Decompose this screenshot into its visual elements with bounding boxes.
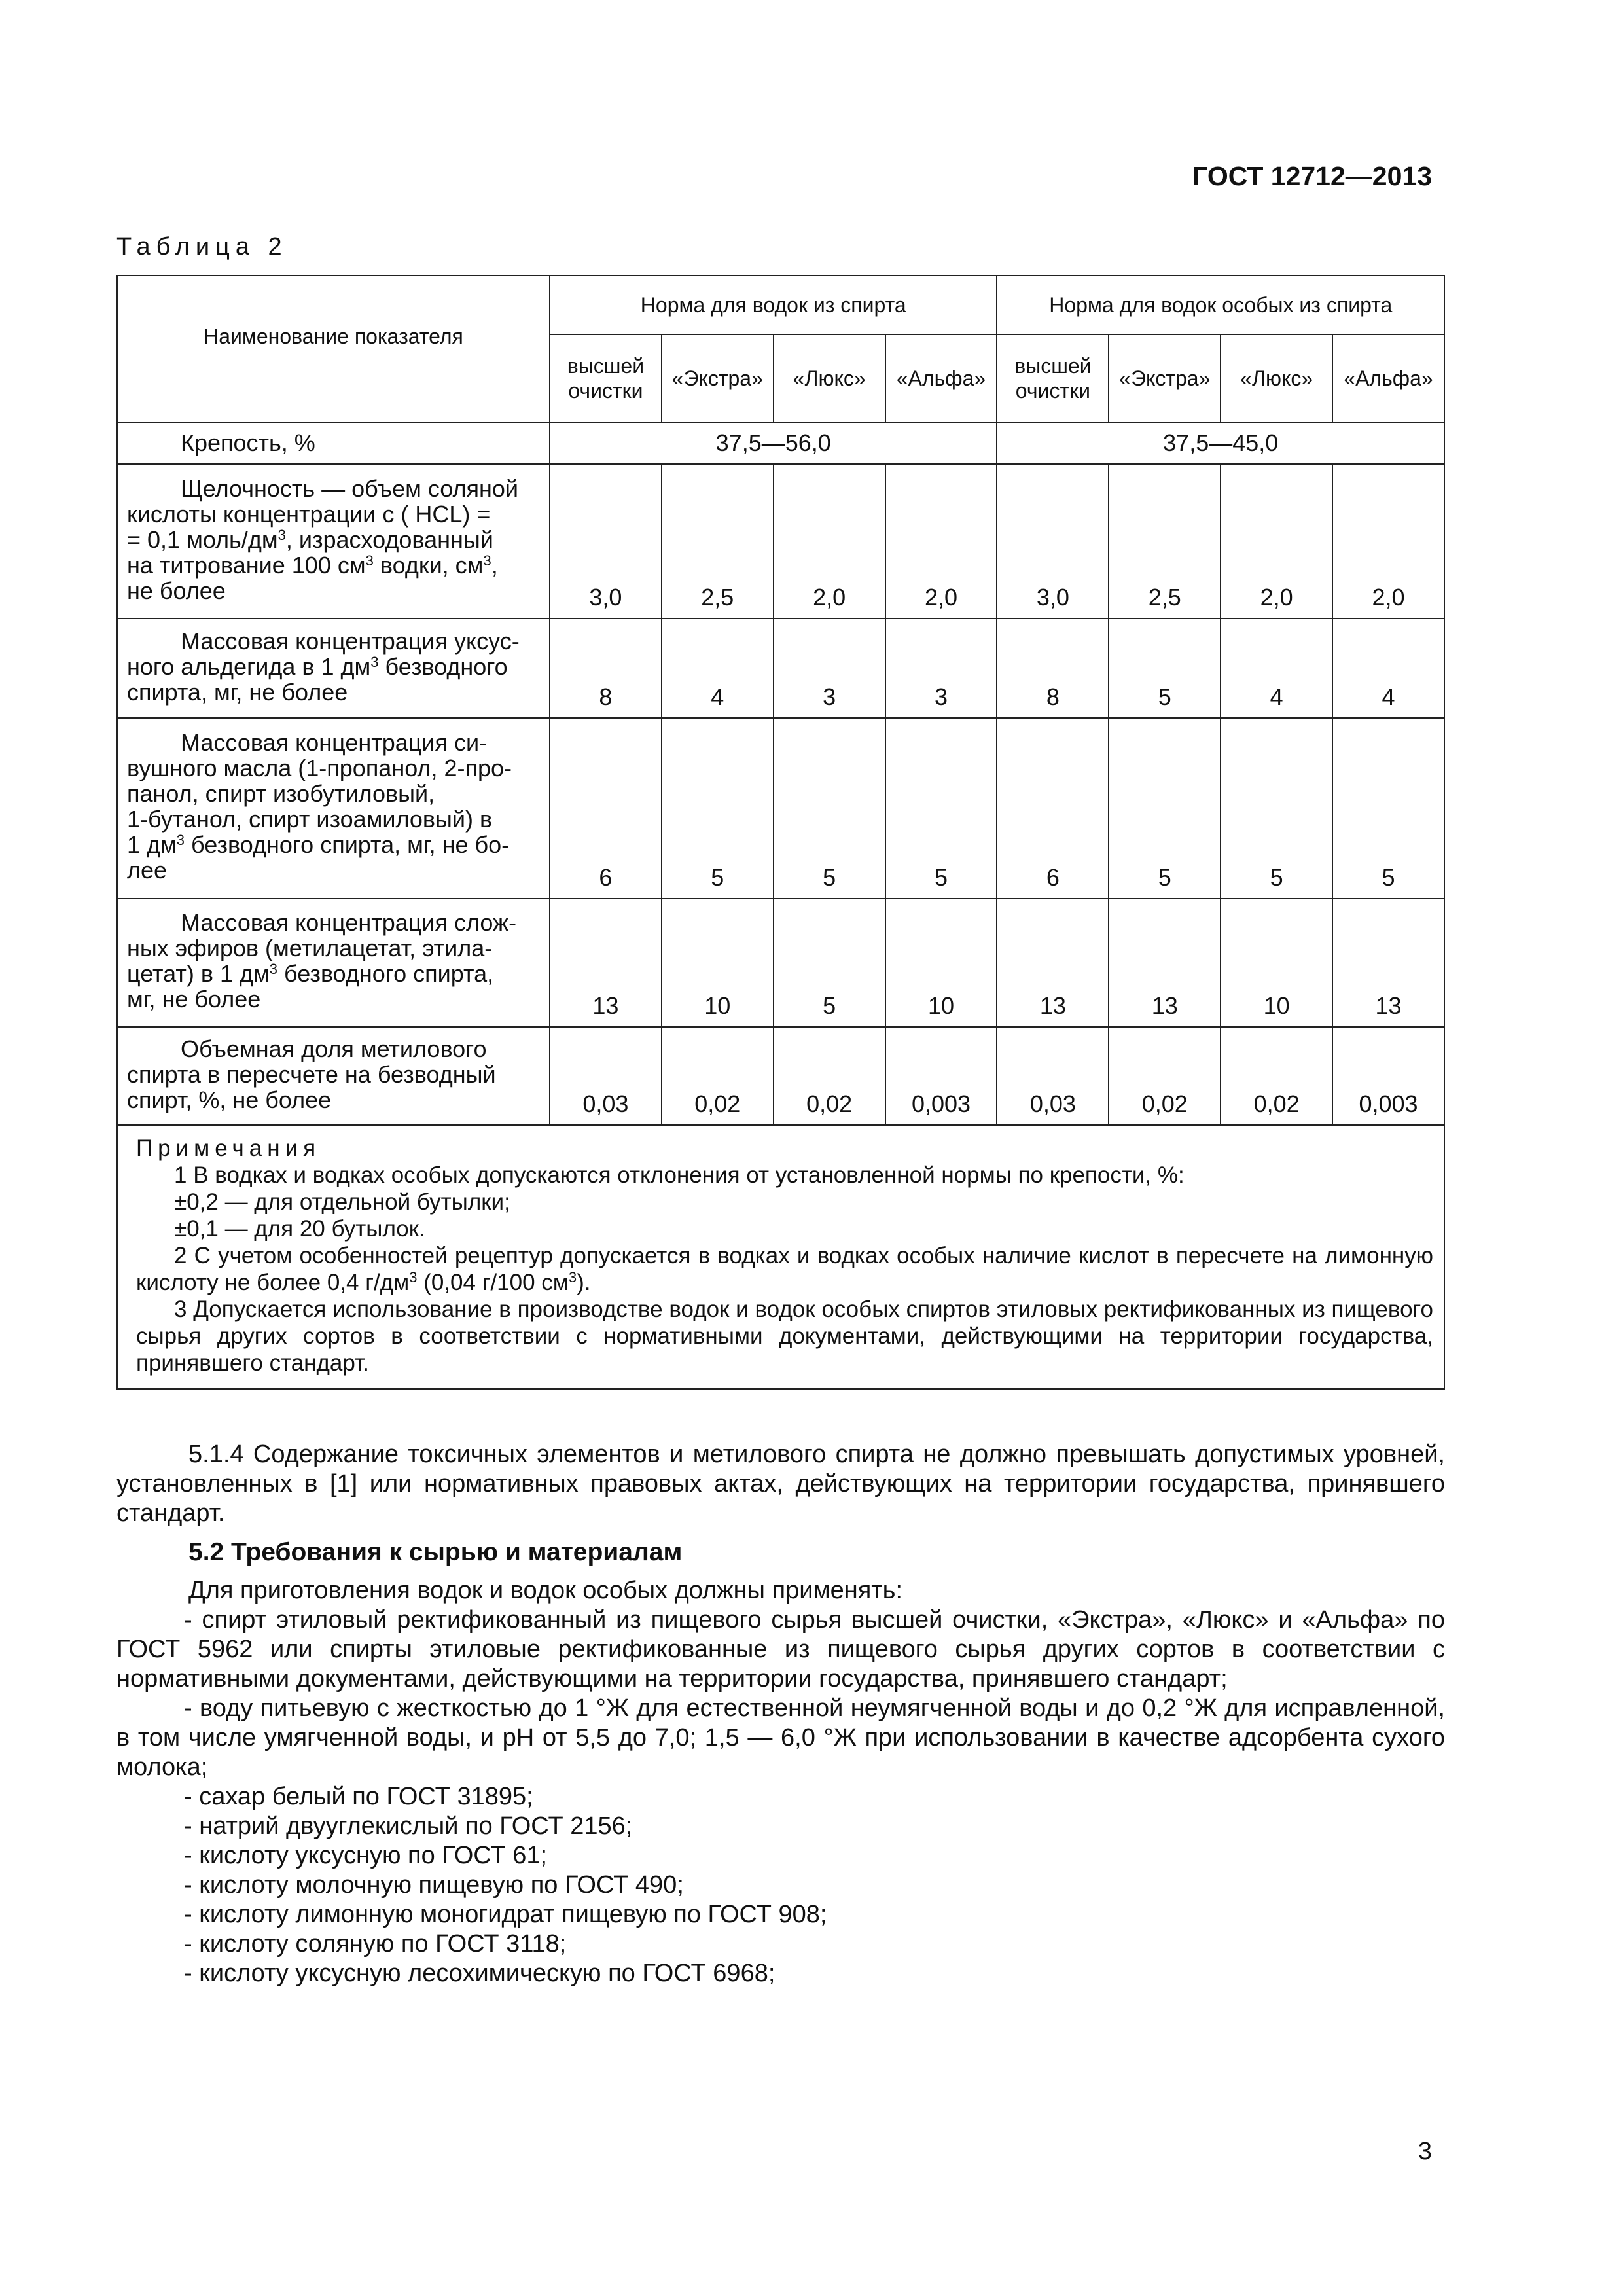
table-cell: 5 <box>1332 718 1444 899</box>
table-cell: 10 <box>662 899 774 1027</box>
row-name-line: Массовая концентрация слож- <box>181 909 517 936</box>
row-name-line: панол, спирт изобутиловый, <box>127 780 435 807</box>
table-cell: 0,03 <box>550 1027 662 1125</box>
table-cell: 6 <box>550 718 662 899</box>
table-cell: 2,5 <box>1109 464 1221 619</box>
table-cell: 4 <box>662 619 774 718</box>
table-cell: 0,02 <box>1221 1027 1332 1125</box>
table-cell: 8 <box>550 619 662 718</box>
row-name-line: 1 $дм^3$ безводного спирта, мг, не бо- <box>127 831 510 858</box>
row-name-line: ного альдегида в 1 $дм^3$ безводного <box>127 653 508 680</box>
row-name-line: цетат) в 1 $дм^3$ безводного спирта, <box>127 960 494 987</box>
table-cell: 0,003 <box>885 1027 997 1125</box>
table-cell: 5 <box>1221 718 1332 899</box>
table-cell: 2,5 <box>662 464 774 619</box>
note-1b: ±0,1 — для 20 бутылок. <box>174 1216 425 1242</box>
table-notes <box>117 1125 1444 1389</box>
note-1a: ±0,2 — для отдельной бутылки; <box>174 1189 510 1215</box>
row-name-line: спирта в пересчете на безводный <box>127 1060 496 1088</box>
table-cell: 0,03 <box>997 1027 1109 1125</box>
table-cell: 2,0 <box>885 464 997 619</box>
note-2: 2 С учетом особенностей рецептур допускается в водках и водках особых наличие кислот в пересчете на лимонную кислоту не более 0,4 $г/дм^3$ (0,04 г/100 $см^3$). <box>136 1243 1433 1295</box>
table-cell: 8 <box>997 619 1109 718</box>
paragraph-5-1-4: 5.1.4 Содержание токсичных элементов и метилового спирта не должно превышать допустимых уровней, установленных в [1] или нормативных правовых актах, действующих на территории государства, принявшего стандарт. <box>116 1441 1445 1527</box>
row-name-line: спирта, мг, не более <box>127 678 348 706</box>
row-name-esters <box>117 899 550 1027</box>
row-name-line: мг, не более <box>127 986 261 1013</box>
table-cell: 3 <box>774 619 885 718</box>
document-code: ГОСТ 12712—2013 <box>1192 161 1432 191</box>
row-name-acetaldehyde <box>117 619 550 718</box>
row-name-strength: Крепость, % <box>117 422 550 464</box>
list-item: - воду питьевую с жесткостью до 1 °Ж для естественной неумягченной воды и до 0,2 °Ж для исправленной, в том числе умягченной воды, и pH от 5,5 до 7,0; 1,5 — 6,0 °Ж при использовании в качестве адсорбента сухого молока; <box>116 1695 1445 1781</box>
subheader-line: высшей <box>1014 354 1092 378</box>
table-row <box>117 464 1444 619</box>
table-cell: 10 <box>885 899 997 1027</box>
row-name-line: Объемная доля метилового <box>181 1035 487 1062</box>
table-cell: 13 <box>997 899 1109 1027</box>
group-header-vodka: Норма для водок из спирта <box>550 276 997 334</box>
note-3: 3 Допускается использование в производстве водок и водок особых спиртов этиловых ректификованных из пищевого сырья других сортов в соответствии с нормативными документами, действующими на территории государства, принявшего стандарт. <box>136 1297 1433 1376</box>
table-cell: 5 <box>662 718 774 899</box>
table-row <box>117 899 1444 1027</box>
table-cell: 3 <box>885 619 997 718</box>
table-row <box>117 1027 1444 1125</box>
table-cell: 10 <box>1221 899 1332 1027</box>
table-cell: 13 <box>550 899 662 1027</box>
table-cell: 6 <box>997 718 1109 899</box>
table-cell: 13 <box>1109 899 1221 1027</box>
subheader-alpha: «Альфа» <box>885 334 997 422</box>
row-name-line: Щелочность — объем соляной <box>181 475 518 502</box>
section-heading-5-2: 5.2 Требования к сырью и материалам <box>188 1538 683 1566</box>
table-row <box>117 718 1444 899</box>
row-name-line: не более <box>127 577 226 604</box>
subheader-alpha: «Альфа» <box>1332 334 1444 422</box>
table-cell: 2,0 <box>774 464 885 619</box>
row-name-line: Массовая концентрация си- <box>181 729 488 756</box>
list-item: - кислоту молочную пищевую по ГОСТ 490; <box>184 1871 684 1899</box>
table-cell: 4 <box>1221 619 1332 718</box>
subheader-extra: «Экстра» <box>1109 334 1221 422</box>
row-name-line: ных эфиров (метилацетат, этила- <box>127 935 493 961</box>
list-item: - кислоту уксусную по ГОСТ 61; <box>184 1842 548 1869</box>
norms-table <box>116 275 1445 1390</box>
main-text <box>116 1440 1445 1988</box>
table-row <box>117 619 1444 718</box>
row-name-alkalinity <box>117 464 550 619</box>
subheader-line: очистки <box>568 379 643 403</box>
table-cell: 0,02 <box>662 1027 774 1125</box>
table-cell: 0,02 <box>1109 1027 1221 1125</box>
subheader-extra: «Экстра» <box>662 334 774 422</box>
subheader-lux: «Люкс» <box>774 334 885 422</box>
table-cell: 2,0 <box>1221 464 1332 619</box>
subheader-line: очистки <box>1015 379 1090 403</box>
list-item: - натрий двууглекислый по ГОСТ 2156; <box>184 1812 633 1840</box>
table-cell: 4 <box>1332 619 1444 718</box>
list-item: - кислоту уксусную лесохимическую по ГОСТ 6968; <box>184 1960 776 1987</box>
table-cell: 5 <box>774 899 885 1027</box>
row-name-fusel-oil <box>117 718 550 899</box>
row-name-line: спирт, %, не более <box>127 1086 332 1113</box>
table-cell: 5 <box>1109 619 1221 718</box>
value-range: 37,5—45,0 <box>997 422 1444 464</box>
value-range: 37,5—56,0 <box>550 422 997 464</box>
row-name-line: 1-бутанол, спирт изоамиловый) в <box>127 806 493 833</box>
notes-title: Примечания <box>136 1136 321 1161</box>
subheader-highest-purity <box>550 334 662 422</box>
subheader-lux: «Люкс» <box>1221 334 1332 422</box>
table-caption: Таблица 2 <box>116 233 288 260</box>
row-name-line: = 0,1 моль/$дм^3$, израсходованный <box>127 526 493 553</box>
table-cell: 13 <box>1332 899 1444 1027</box>
table-cell: 5 <box>774 718 885 899</box>
table-cell: 3,0 <box>550 464 662 619</box>
table-cell: 0,003 <box>1332 1027 1444 1125</box>
row-name-line: на титрование 100 $см^3$ водки, $см^3$, <box>127 551 498 579</box>
row-name-line: Массовая концентрация уксус- <box>181 627 520 655</box>
table-cell: 2,0 <box>1332 464 1444 619</box>
row-name-line: лее <box>127 857 168 884</box>
column-header-indicator: Наименование показателя <box>117 276 550 422</box>
row-name-line: кислоты концентрации c ( HCL) = <box>127 500 491 528</box>
group-header-special-vodka: Норма для водок особых из спирта <box>997 276 1444 334</box>
table-cell: 5 <box>885 718 997 899</box>
list-item: - кислоту лимонную моногидрат пищевую по ГОСТ 908; <box>184 1901 827 1928</box>
table-cell: 3,0 <box>997 464 1109 619</box>
list-item: - спирт этиловый ректификованный из пищевого сырья высшей очистки, «Экстра», «Люкс» и «Альфа» по ГОСТ 5962 или спирты этиловые ректификованные из пищевого сырья других сортов в соответствии с нормативными документами, действующими на территории государства, принявшего стандарт; <box>116 1606 1445 1693</box>
list-item: - сахар белый по ГОСТ 31895; <box>184 1783 533 1810</box>
page-number: 3 <box>1418 2138 1432 2165</box>
subheader-highest-purity <box>997 334 1109 422</box>
note-1: 1 В водках и водках особых допускаются отклонения от установленной нормы по крепости, %: <box>174 1162 1185 1188</box>
paragraph-intro: Для приготовления водок и водок особых должны применять: <box>188 1577 903 1604</box>
row-name-line: вушного масла (1-пропанол, 2-про- <box>127 755 512 781</box>
table-cell: 5 <box>1109 718 1221 899</box>
table-cell: 0,02 <box>774 1027 885 1125</box>
list-item: - кислоту соляную по ГОСТ 3118; <box>184 1930 567 1958</box>
row-name-methanol <box>117 1027 550 1125</box>
subheader-line: высшей <box>567 354 645 378</box>
